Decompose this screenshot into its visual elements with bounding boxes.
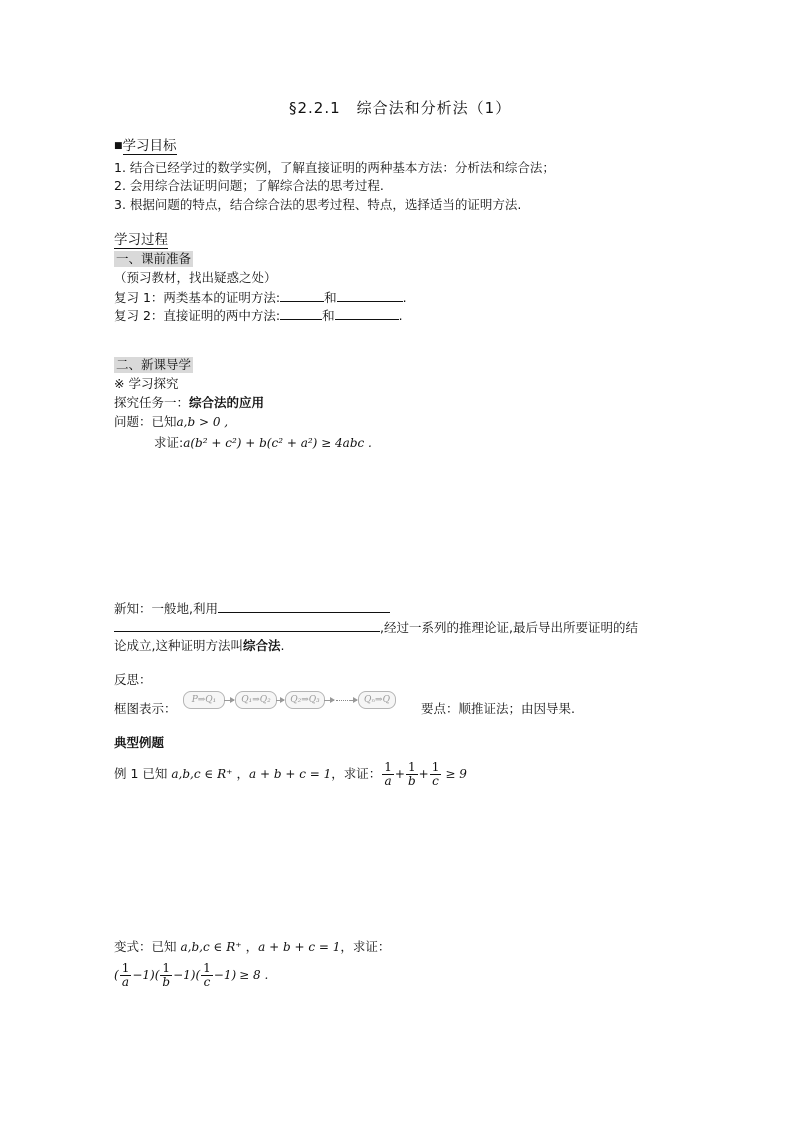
flow-box: Q₂⇒Q₃ [285,691,325,709]
prove-label: 求证: [154,435,184,450]
goals-heading-text: 学习目标 [122,138,177,154]
review-2-end: . [398,308,403,323]
arrow-right-icon [224,700,234,701]
fraction-den: b [162,974,171,989]
answer-blank[interactable] [337,289,403,302]
review-2-and: 和 [322,308,335,323]
example-1 [114,757,467,791]
goal-item: 3. 根据问题的特点，结合综合法的思考过程、特点，选择适当的证明方法. [114,197,522,212]
minus-one: −1) [213,968,237,982]
fraction [430,761,442,788]
prove-math: a(b² + c²) + b(c² + a²) ≥ 4abc . [183,436,372,450]
newknow-label: 新知：一般地,利用 [114,601,218,616]
newknow-line3-text: 论成立,这种证明方法叫 [114,638,243,653]
prep-note: （预习教材，找出疑惑之处） [114,270,277,285]
ex1-cond-1: a,b,c ∈ R⁺ [171,767,233,781]
fraction-den: a [121,974,130,989]
answer-blank[interactable] [114,619,380,632]
examples-heading: 典型例题 [114,735,165,750]
page-title: §2.2.1 综合法和分析法（1） [289,99,512,117]
task-line [114,395,264,411]
ex1-tail: ≥ 9 [445,767,467,781]
flow-box: Q₁⇒Q₂ [235,691,277,709]
answer-blank[interactable] [280,307,322,320]
answer-blank[interactable] [280,289,324,302]
question-math: a,b > 0 , [176,415,229,429]
answer-blank[interactable] [218,600,390,613]
fraction [406,761,418,788]
process-heading-text: 学习过程 [114,232,168,248]
fraction-num: 1 [203,960,211,975]
explore-heading: ※ 学习探究 [114,376,179,391]
ex1-cond-2: a + b + c = 1 [249,767,332,781]
ex1-label: 例 1 已知 [114,766,168,781]
review-1-label: 复习 1：两类基本的证明方法: [114,290,281,305]
fraction-den: c [432,773,439,788]
reflect-label: 反思： [114,672,152,687]
question-line [114,414,228,430]
review-1-and: 和 [324,290,337,305]
bookmark-icon: ■ [114,141,123,151]
plus-sign: + [418,767,429,781]
plus-sign: + [394,767,405,781]
review-1 [114,289,407,306]
newknow-mid: ,经过一系列的推理论证,最后导出所要证明的结 [380,620,638,635]
answer-blank[interactable] [335,307,399,320]
new-lesson-heading: 二、新课导学 [116,357,192,372]
ellipsis-dots [336,700,348,701]
process-heading [114,232,168,248]
flow-label: 框图表示： [114,701,177,716]
variant-line [114,939,390,955]
newknow-line-1 [114,600,390,617]
fraction-num: 1 [162,960,171,975]
newknow-line-2 [114,619,638,636]
fraction [160,962,172,989]
minus-one: −1)( [173,968,201,982]
var-label: 变式：已知 [114,939,177,954]
var-cond-2: a + b + c = 1 [258,940,341,954]
paren: ( [114,968,119,982]
fraction-num: 1 [384,759,392,774]
prep-heading: 一、课前准备 [116,251,192,266]
fraction-den: a [384,773,392,788]
comma: ， [236,766,249,781]
ex1-prove: ，求证： [331,766,382,781]
goal-item: 1. 结合已经学过的数学实例，了解直接证明的两种基本方法：分析法和综合法； [114,160,555,175]
question-label: 问题：已知 [114,414,177,429]
goal-item: 2. 会用综合法证明问题；了解综合法的思考过程. [114,178,384,193]
key-points: 要点：顺推证法；由因导果. [421,701,575,716]
arrow-right-icon [276,700,284,701]
comma: ， [245,939,259,954]
fraction-num: 1 [407,759,416,774]
arrow-right-icon [324,700,334,701]
fraction-den: b [407,773,416,788]
arrow-right-icon [349,700,357,701]
fraction [201,962,213,989]
fraction [120,962,132,989]
fraction-num: 1 [431,759,440,774]
goals-heading [114,138,177,154]
newknow-line-3 [114,638,284,654]
minus-one: −1)( [132,968,160,982]
review-2-label: 复习 2：直接证明的两中方法: [114,308,281,323]
newknow-line3-end: . [280,638,285,653]
variant-formula [114,958,268,992]
var-tail: ≥ 8 . [239,968,269,982]
var-prove: ，求证： [340,939,391,954]
task-title: 综合法的应用 [189,395,265,410]
fraction-den: c [203,974,211,989]
newknow-term: 综合法 [242,638,281,653]
flow-box: Qₙ⇒Q [358,691,396,709]
review-1-end: . [402,290,407,305]
review-2 [114,307,403,324]
fraction [382,761,394,788]
flow-box: P⇒Q₁ [183,691,225,709]
flow-diagram [183,691,395,711]
prove-line [154,435,372,451]
task-label: 探究任务一： [114,395,190,410]
var-cond-1: a,b,c ∈ R⁺ [180,940,242,954]
fraction-num: 1 [121,960,130,975]
